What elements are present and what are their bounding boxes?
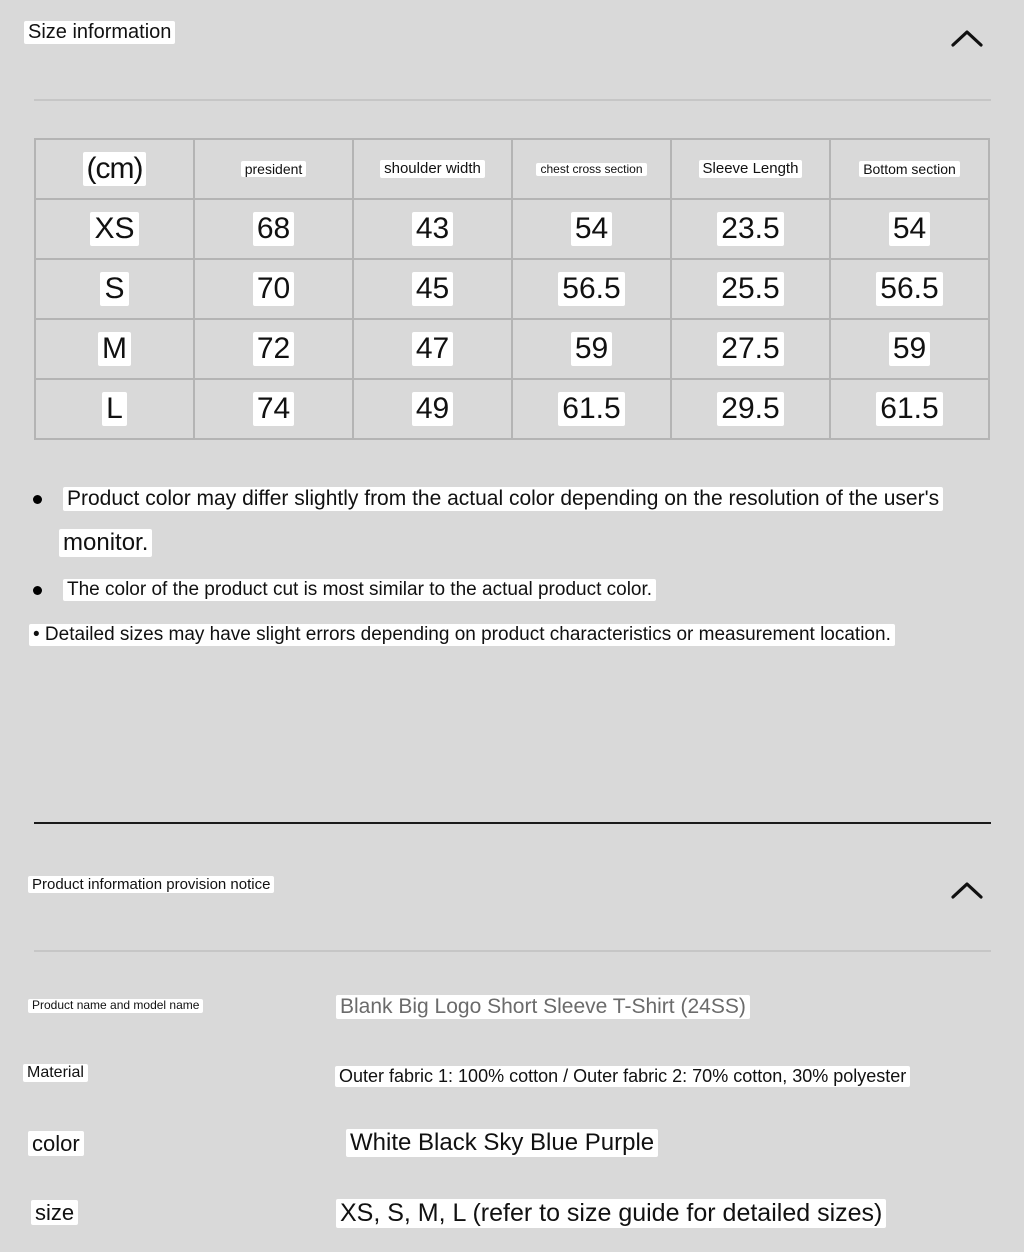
table-cell: 59 <box>512 319 671 379</box>
section-separator <box>34 822 991 824</box>
column-header-chest-cross-section: chest cross section <box>512 139 671 199</box>
table-cell: 47 <box>353 319 512 379</box>
table-cell: 27.5 <box>671 319 830 379</box>
size-information-header[interactable] <box>24 21 175 44</box>
size-header-divider <box>34 99 991 101</box>
table-cell: 56.5 <box>512 259 671 319</box>
table-cell: 70 <box>194 259 353 319</box>
info-label-material: Material <box>23 1064 88 1082</box>
product-info-header[interactable] <box>28 876 274 893</box>
product-info-collapse-button[interactable] <box>950 879 984 901</box>
table-cell: 56.5 <box>830 259 989 319</box>
table-cell: 61.5 <box>830 379 989 439</box>
table-row <box>35 319 989 379</box>
info-label-size: size <box>31 1200 78 1226</box>
size-table-header-row <box>35 139 989 199</box>
product-info-header-divider <box>34 950 991 952</box>
table-cell: 23.5 <box>671 199 830 259</box>
table-cell: 25.5 <box>671 259 830 319</box>
table-row <box>35 379 989 439</box>
column-header-bottom-section: Bottom section <box>830 139 989 199</box>
info-value-material: Outer fabric 1: 100% cotton / Outer fabric 2: 70% cotton, 30% polyester <box>335 1066 910 1087</box>
chevron-up-icon <box>950 879 984 901</box>
table-row <box>35 259 989 319</box>
note-detailed-sizes: • Detailed sizes may have slight errors depending on product characteristics or measurement location. <box>29 624 895 646</box>
table-cell: 68 <box>194 199 353 259</box>
size-information-title: Size information <box>24 21 175 44</box>
unit-header: (cm) <box>35 139 194 199</box>
table-cell: 49 <box>353 379 512 439</box>
product-info-title: Product information provision notice <box>28 876 274 893</box>
table-cell: 72 <box>194 319 353 379</box>
table-cell: 54 <box>830 199 989 259</box>
size-label-cell: XS <box>35 199 194 259</box>
size-table <box>34 138 990 440</box>
info-value-size: XS, S, M, L (refer to size guide for detailed sizes) <box>336 1199 886 1228</box>
info-value-color: White Black Sky Blue Purple <box>346 1129 658 1157</box>
table-cell: 43 <box>353 199 512 259</box>
info-label-color: color <box>28 1131 84 1157</box>
bullet-dot <box>33 495 42 504</box>
size-label-cell: M <box>35 319 194 379</box>
bullet-dot <box>33 586 42 595</box>
size-label-cell: L <box>35 379 194 439</box>
table-cell: 54 <box>512 199 671 259</box>
chevron-up-icon <box>950 27 984 49</box>
table-cell: 59 <box>830 319 989 379</box>
column-header-president: president <box>194 139 353 199</box>
table-cell: 29.5 <box>671 379 830 439</box>
table-cell: 74 <box>194 379 353 439</box>
size-section-collapse-button[interactable] <box>950 27 984 49</box>
note-product-cut-color: The color of the product cut is most similar to the actual product color. <box>63 579 656 601</box>
column-header-shoulder-width: shoulder width <box>353 139 512 199</box>
note-color-resolution-line2: monitor. <box>59 529 152 557</box>
info-label-product-name: Product name and model name <box>28 998 203 1013</box>
table-cell: 61.5 <box>512 379 671 439</box>
table-cell: 45 <box>353 259 512 319</box>
note-color-resolution-line1: Product color may differ slightly from the actual color depending on the resolution of the user's <box>63 487 943 511</box>
info-value-product-name: Blank Big Logo Short Sleeve T-Shirt (24SS) <box>336 995 750 1019</box>
size-label-cell: S <box>35 259 194 319</box>
table-row <box>35 199 989 259</box>
column-header-sleeve-length: Sleeve Length <box>671 139 830 199</box>
